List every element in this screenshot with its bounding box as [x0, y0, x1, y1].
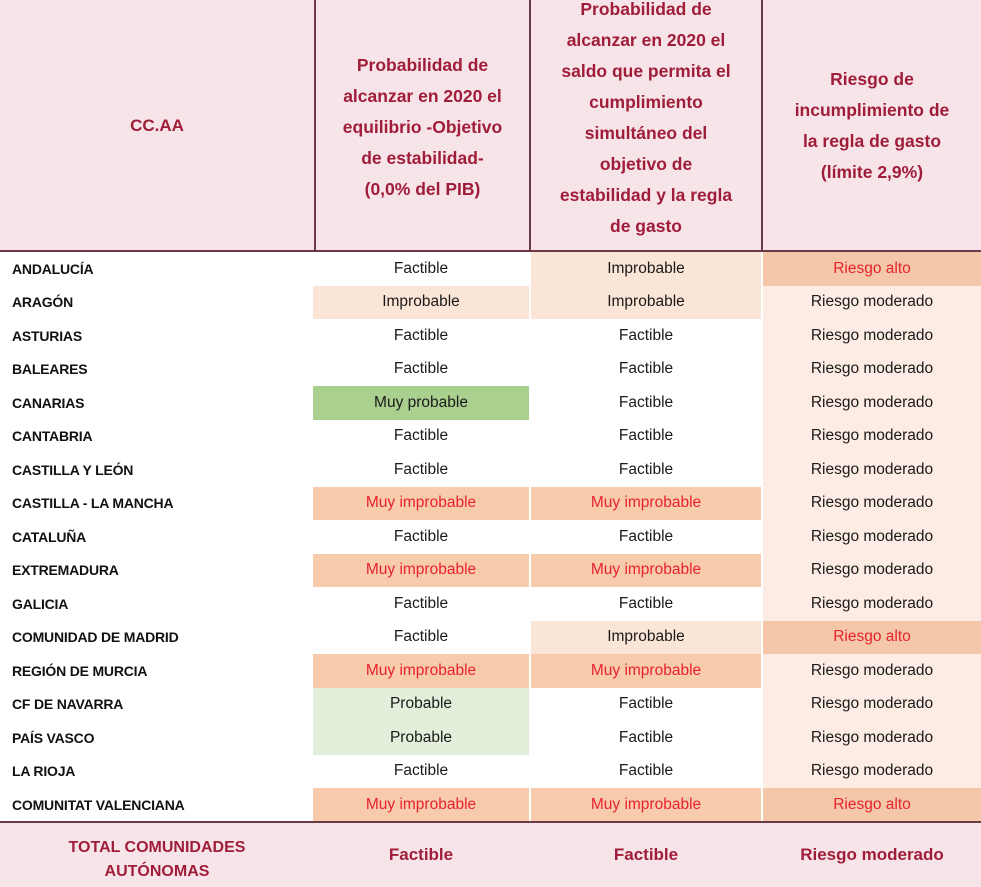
table-row	[0, 721, 981, 755]
simultaneous-compliance-value: Factible	[618, 728, 674, 746]
region-name: COMUNITAT VALENCIANA	[12, 796, 185, 813]
region-name: CASTILLA Y LEÓN	[12, 461, 134, 478]
stability-objective-value: Factible	[393, 762, 449, 780]
table-row	[0, 755, 981, 789]
stability-objective-value: Probable	[313, 721, 529, 755]
region-name: CATALUÑA	[12, 528, 87, 545]
spending-rule-risk-value: Riesgo moderado	[763, 688, 981, 722]
region-name: CF DE NAVARRA	[12, 696, 124, 713]
stability-objective-value: Improbable	[313, 286, 529, 320]
region-name: ASTURIAS	[12, 327, 82, 344]
region-name: EXTREMADURA	[12, 562, 119, 579]
region-name: CASTILLA - LA MANCHA	[12, 495, 174, 512]
region-name: CANARIAS	[12, 394, 85, 411]
region-name: GALICIA	[12, 595, 69, 612]
simultaneous-compliance-value: Muy improbable	[531, 487, 761, 521]
region-name: COMUNIDAD DE MADRID	[12, 629, 179, 646]
simultaneous-compliance-value: Factible	[618, 695, 674, 713]
spending-rule-risk-value: Riesgo moderado	[763, 420, 981, 454]
spending-rule-risk-value: Riesgo moderado	[763, 587, 981, 621]
simultaneous-compliance-value: Factible	[618, 360, 674, 378]
stability-objective-value: Muy improbable	[313, 487, 529, 521]
simultaneous-compliance-value: Factible	[618, 762, 674, 780]
region-name: CANTABRIA	[12, 428, 93, 445]
simultaneous-compliance-value: Factible	[618, 594, 674, 612]
total-row	[0, 823, 981, 887]
simultaneous-compliance-value: Muy improbable	[531, 554, 761, 588]
stability-objective-value: Factible	[393, 427, 449, 445]
simultaneous-compliance-value: Improbable	[531, 621, 761, 655]
table-body	[0, 252, 981, 822]
simultaneous-compliance-value: Factible	[618, 326, 674, 344]
table-row	[0, 319, 981, 353]
total-stability-value: Factible	[388, 845, 454, 864]
stability-objective-value: Muy improbable	[313, 654, 529, 688]
table-header	[0, 0, 981, 252]
table-row	[0, 386, 981, 420]
table-row	[0, 252, 981, 286]
stability-objective-value: Factible	[393, 628, 449, 646]
simultaneous-compliance-value: Factible	[618, 393, 674, 411]
table-row	[0, 353, 981, 387]
stability-objective-value: Factible	[393, 594, 449, 612]
spending-rule-risk-value: Riesgo moderado	[763, 319, 981, 353]
table-row	[0, 587, 981, 621]
spending-rule-risk-value: Riesgo moderado	[763, 721, 981, 755]
header-spending-rule-risk: Riesgo de incumplimiento de la regla de gasto (límite 2,9%)	[794, 69, 950, 182]
simultaneous-compliance-value: Factible	[618, 460, 674, 478]
simultaneous-compliance-value: Factible	[618, 527, 674, 545]
table-row	[0, 554, 981, 588]
spending-rule-risk-value: Riesgo alto	[763, 788, 981, 822]
table-row	[0, 520, 981, 554]
total-simultaneous-value: Factible	[613, 845, 679, 864]
region-name: LA RIOJA	[12, 763, 76, 780]
stability-objective-value: Muy improbable	[313, 788, 529, 822]
region-name: REGIÓN DE MURCIA	[12, 662, 148, 679]
spending-rule-risk-value: Riesgo moderado	[763, 654, 981, 688]
table-row	[0, 286, 981, 320]
header-simultaneous-compliance: Probabilidad de alcanzar en 2020 el saldo que permita el cumplimiento simultáneo del objetivo de estabilidad y la regla de gasto	[559, 0, 733, 236]
region-name: ARAGÓN	[12, 294, 74, 311]
simultaneous-compliance-value: Muy improbable	[531, 788, 761, 822]
stability-objective-value: Probable	[313, 688, 529, 722]
spending-rule-risk-value: Riesgo moderado	[763, 755, 981, 789]
simultaneous-compliance-value: Improbable	[531, 286, 761, 320]
spending-rule-risk-value: Riesgo moderado	[763, 286, 981, 320]
spending-rule-risk-value: Riesgo alto	[763, 621, 981, 655]
stability-objective-value: Muy improbable	[313, 554, 529, 588]
spending-rule-risk-value: Riesgo moderado	[763, 487, 981, 521]
table-row	[0, 654, 981, 688]
table-row	[0, 621, 981, 655]
spending-rule-risk-value: Riesgo moderado	[763, 353, 981, 387]
stability-objective-value: Factible	[393, 360, 449, 378]
total-label: TOTAL COMUNIDADES AUTÓNOMAS	[68, 839, 246, 880]
region-name: ANDALUCÍA	[12, 260, 94, 277]
stability-objective-value: Factible	[393, 259, 449, 277]
table-row	[0, 487, 981, 521]
spending-rule-risk-value: Riesgo moderado	[763, 386, 981, 420]
spending-rule-risk-value: Riesgo moderado	[763, 520, 981, 554]
total-spending-risk-value: Riesgo moderado	[800, 845, 944, 864]
region-name: PAÍS VASCO	[12, 729, 95, 746]
spending-rule-risk-value: Riesgo alto	[763, 252, 981, 286]
table-row	[0, 688, 981, 722]
table-row	[0, 420, 981, 454]
stability-objective-value: Muy probable	[313, 386, 529, 420]
header-ccaa: CC.AA	[130, 115, 184, 135]
table-row	[0, 788, 981, 822]
spending-rule-risk-value: Riesgo moderado	[763, 453, 981, 487]
spending-rule-risk-value: Riesgo moderado	[763, 554, 981, 588]
region-name: BALEARES	[12, 361, 88, 378]
stability-objective-value: Factible	[393, 527, 449, 545]
simultaneous-compliance-value: Muy improbable	[531, 654, 761, 688]
simultaneous-compliance-value: Improbable	[531, 252, 761, 286]
stability-objective-value: Factible	[393, 326, 449, 344]
table-row	[0, 453, 981, 487]
stability-objective-value: Factible	[393, 460, 449, 478]
simultaneous-compliance-value: Factible	[618, 427, 674, 445]
header-stability-objective: Probabilidad de alcanzar en 2020 el equilibrio -Objetivo de estabilidad- (0,0% del PIB)	[342, 54, 503, 199]
